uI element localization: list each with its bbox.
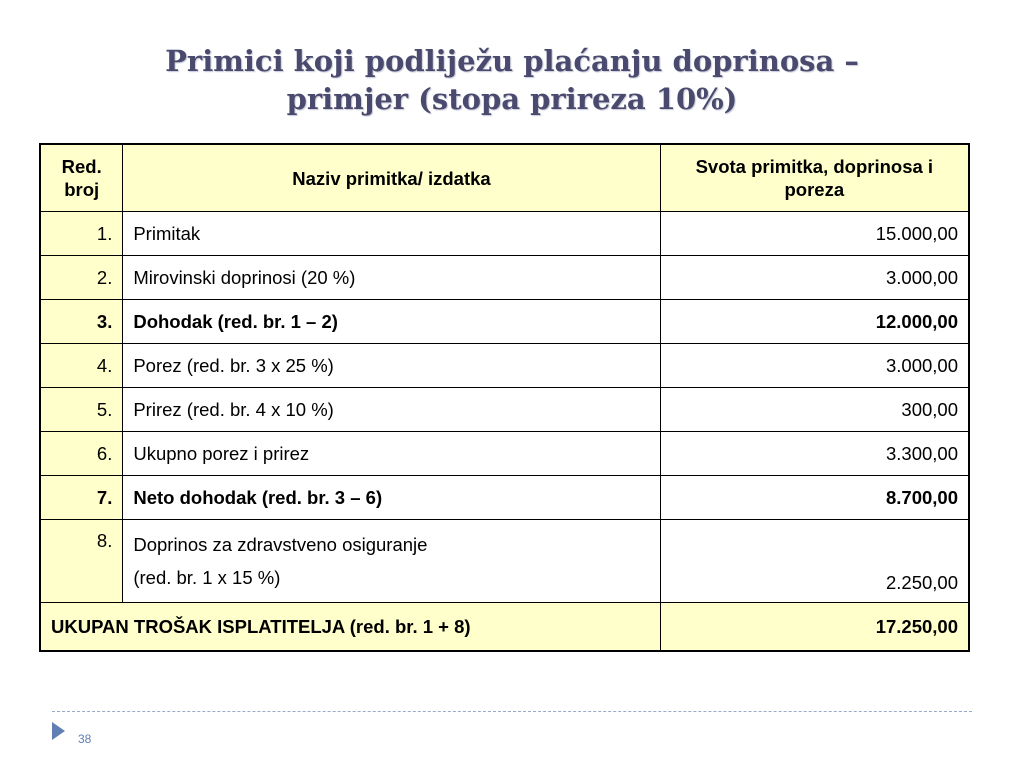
header-red-broj: Red. broj	[40, 144, 123, 212]
row-label: Porez (red. br. 3 x 25 %)	[123, 344, 660, 388]
row-value: 300,00	[660, 388, 969, 432]
row-label: Neto dohodak (red. br. 3 – 6)	[123, 476, 660, 520]
row-number: 1.	[40, 212, 123, 256]
row-label: Primitak	[123, 212, 660, 256]
header-naziv: Naziv primitka/ izdatka	[123, 144, 660, 212]
row-number: 8.	[40, 520, 123, 603]
table-row	[40, 256, 969, 300]
row-value: 8.700,00	[660, 476, 969, 520]
row-number: 7.	[40, 476, 123, 520]
table-row	[40, 300, 969, 344]
row-label-line-1: Doprinos za zdravstveno osiguranje	[133, 534, 428, 555]
row-value: 15.000,00	[660, 212, 969, 256]
page-number: 38	[78, 732, 92, 746]
row-value: 3.000,00	[660, 256, 969, 300]
table-row	[40, 432, 969, 476]
row-value: 3.000,00	[660, 344, 969, 388]
row-label: Prirez (red. br. 4 x 10 %)	[123, 388, 660, 432]
triangle-bullet-icon	[52, 722, 65, 740]
contribution-table	[39, 143, 970, 652]
row-label-line-2: (red. br. 1 x 15 %)	[133, 567, 281, 588]
table-row	[40, 476, 969, 520]
row-label: Mirovinski doprinosi (20 %)	[123, 256, 660, 300]
row-label: Ukupno porez i prirez	[123, 432, 660, 476]
row-label	[123, 520, 660, 603]
table-row	[40, 344, 969, 388]
row-number: 2.	[40, 256, 123, 300]
title-line-2: primjer (stopa prireza 10%)	[286, 82, 738, 116]
page-title	[0, 42, 1024, 118]
row-number: 6.	[40, 432, 123, 476]
footer-divider	[52, 711, 972, 712]
table-row	[40, 520, 969, 603]
row-label: Dohodak (red. br. 1 – 2)	[123, 300, 660, 344]
title-line-1: Primici koji podliježu plaćanju doprinosa –	[165, 44, 859, 78]
total-label: UKUPAN TROŠAK ISPLATITELJA (red. br. 1 + 8)	[40, 603, 660, 652]
total-value: 17.250,00	[660, 603, 969, 652]
table-row	[40, 212, 969, 256]
row-number: 5.	[40, 388, 123, 432]
row-value: 2.250,00	[660, 520, 969, 603]
row-value: 3.300,00	[660, 432, 969, 476]
row-number: 3.	[40, 300, 123, 344]
row-number: 4.	[40, 344, 123, 388]
table-header-row	[40, 144, 969, 212]
row-value: 12.000,00	[660, 300, 969, 344]
table-row	[40, 388, 969, 432]
header-svota: Svota primitka, doprinosa i poreza	[660, 144, 969, 212]
table-total-row	[40, 603, 969, 652]
